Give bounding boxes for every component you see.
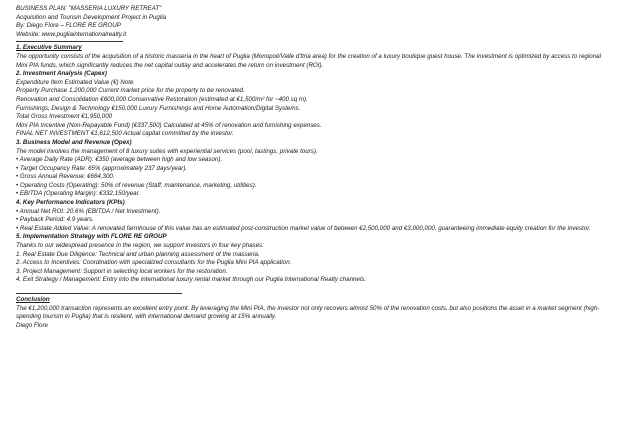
document-subtitle: Acquisition and Tourism Development Project in Puglia <box>16 13 167 21</box>
section-heading-conclusion: Conclusion <box>16 296 50 303</box>
capex-line: Renovation and Consolidation €600,000 Conservative Restoration (estimated at €1,500/m² for ~400 sq m). <box>16 95 308 103</box>
section-heading-capex: 2. Investment Analysis (Capex) <box>16 70 107 78</box>
capex-line: FINAL NET INVESTMENT €1,612,500 Actual capital committed by the investor. <box>16 130 234 138</box>
capex-line: Furnishings, Design & Technology €150,000 Luxury Furnishings and Home Automation/Digital Systems. <box>16 104 301 112</box>
document-author: By: Diego Flore – FLORE RE GROUP <box>16 22 121 30</box>
document-website: Website: www.pugliainternationalrealty.it <box>16 30 127 38</box>
capex-line: Total Gross Investment €1,950,000 <box>16 113 113 121</box>
header-divider <box>16 41 123 42</box>
model-bullet: • Gross Annual Revenue: €664,300. <box>16 173 115 181</box>
kpi-bullet: • Annual Net ROI: 20.6% (EBITDA / Net Investment). <box>16 207 161 215</box>
executive-summary-text: The opportunity consists of the acquisition of a historic masseria in the heart of Puglia (Monopoli/Valle d'Itria area) for the creation of a luxury boutique guest house. The investment is optimized by access to regional Mini PIA funds, which significantly reduces the net capital outlay and accelerates the return on investment (ROI). <box>16 52 601 69</box>
strategy-step: 2. Access to Incentives: Coordination with specialized consultants for the Puglia Mini PIA application. <box>16 259 292 267</box>
document-page <box>16 5 612 330</box>
capex-line: Property Purchase 1,200,000 Current market price for the property to be renovated. <box>16 87 245 95</box>
capex-line: Mini PIA Incentive (Non-Repayable Fund) (€337,500) Calculated at 45% of renovation and furnishing expenses. <box>16 121 322 129</box>
strategy-step: 1. Real Estate Due Diligence: Technical and urban planning assessment of the masseria. <box>16 250 260 258</box>
model-bullet: • EBITDA (Operating Margin): €332,150/year. <box>16 190 141 198</box>
kpi-bullet-added-value: • Real Estate Added Value: A renovated farmhouse of this value has an estimated post-construction market value of between €2,500,000 and €3,000,000, guaranteeing immediate equity creation for the investor. <box>16 224 591 232</box>
conclusion-text: The €1,200,000 transaction represents an excellent entry point. By leveraging the Mini PIA, the investor not only recovers almost 50% of the renovation costs, but also positions the asset in a market segment (high-spending tourism in Puglia) that is resilient, with international demand growing at 15% annually. <box>16 304 600 321</box>
model-intro: The model involves the management of 8 luxury suites with experiential services (pool, tastings, private tours). <box>16 147 318 155</box>
kpi-bullet: • Payback Period: 4.9 years. <box>16 216 94 224</box>
document-title: BUSINESS PLAN: "MASSERIA LUXURY RETREAT" <box>16 5 162 12</box>
section-heading-strategy: 5. Implementation Strategy with FLORE RE GROUP <box>16 233 167 241</box>
strategy-step: 4. Exit Strategy / Management: Entry into the international luxury rental market through our Puglia International Realty channels. <box>16 276 367 284</box>
strategy-intro: Thanks to our widespread presence in the region, we support investors in four key phases: <box>16 242 264 250</box>
section-heading-kpi: 4. Key Performance Indicators (KPIs) <box>16 199 125 207</box>
section-heading-executive: 1. Executive Summary <box>16 44 82 52</box>
model-bullet: • Average Daily Rate (ADR): €350 (average between high and low season). <box>16 156 223 164</box>
signature: Diego Flore <box>16 321 48 329</box>
model-bullet: • Target Occupancy Rate: 65% (approximately 237 days/year). <box>16 164 188 172</box>
strategy-step: 3. Project Management: Support in selecting local workers for the restoration. <box>16 267 228 275</box>
conclusion-divider <box>16 293 182 294</box>
model-bullet: • Operating Costs (Operating): 50% of revenue (Staff, maintenance, marketing, utilities). <box>16 181 257 189</box>
section-heading-model: 3. Business Model and Revenue (Opex) <box>16 138 132 146</box>
capex-line: Expenditure Item Estimated Value (€) Note <box>16 78 134 86</box>
